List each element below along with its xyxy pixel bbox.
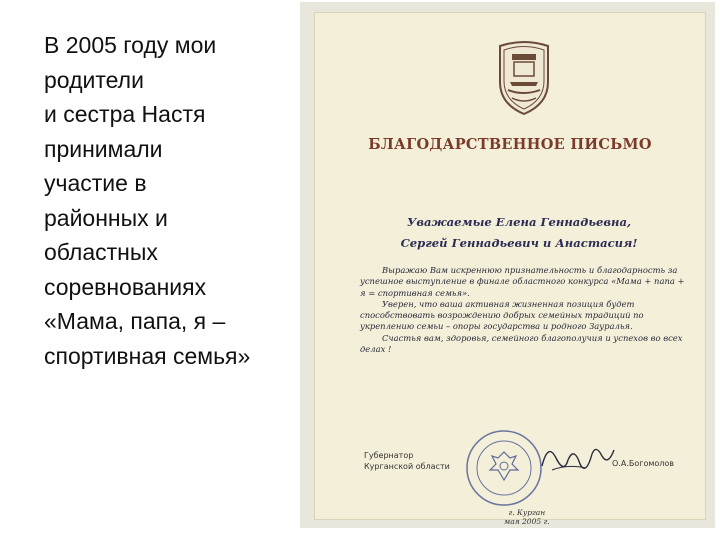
letter-body (360, 265, 688, 355)
body-paragraph: Выражаю Вам искреннюю признательность и благодарность за успешное выступление в финале областного конкурса «Мама + папа + я = спортивная семья». (360, 265, 685, 298)
signer-title-line: Курганской области (364, 462, 450, 471)
slide-text-line: родители (44, 66, 144, 93)
salutation-line: Сергей Геннадьевич и Анастасия! (400, 236, 638, 250)
signer-title (364, 450, 450, 472)
slide-text-line: В 2005 году мои (44, 32, 217, 58)
date: мая 2005 г. (504, 517, 550, 526)
letter-title: БЛАГОДАРСТВЕННОЕ ПИСЬМО (368, 136, 652, 153)
body-paragraph: Счастья вам, здоровья, семейного благополучия и успехов во всех делах ! (360, 332, 683, 355)
official-stamp-icon (464, 428, 544, 508)
letter-paper (314, 12, 706, 526)
salutation (354, 212, 684, 254)
letter-scan (300, 2, 715, 528)
place: г. Курган (508, 508, 546, 517)
signer-title-line: Губернатор (364, 451, 414, 460)
slide-text-line: спортивная семья» (44, 342, 251, 369)
slide-text-line: соревнованиях (44, 273, 207, 300)
slide-text-line: областных (44, 239, 158, 265)
slide-text-block (44, 28, 294, 373)
signer-name: О.А.Богомолов (612, 459, 674, 468)
slide-text-line: «Мама, папа, я – (44, 308, 226, 334)
slide-text-line: принимали (44, 135, 163, 162)
slide-text-line: участие в (44, 170, 147, 196)
coat-of-arms-icon (492, 38, 556, 118)
handwritten-signature (538, 436, 618, 482)
salutation-line: Уважаемые Елена Геннадьевна, (407, 215, 631, 229)
place-date (504, 508, 550, 526)
body-paragraph: Уверен, что ваша активная жизненная позиция будет способствовать возрождению добрых семейных традиций по укреплению семьи – опоры государства и родного Зауралья. (360, 298, 644, 332)
slide-text-line: районных и (44, 204, 168, 231)
slide-text-line: и сестра Настя (44, 101, 206, 127)
